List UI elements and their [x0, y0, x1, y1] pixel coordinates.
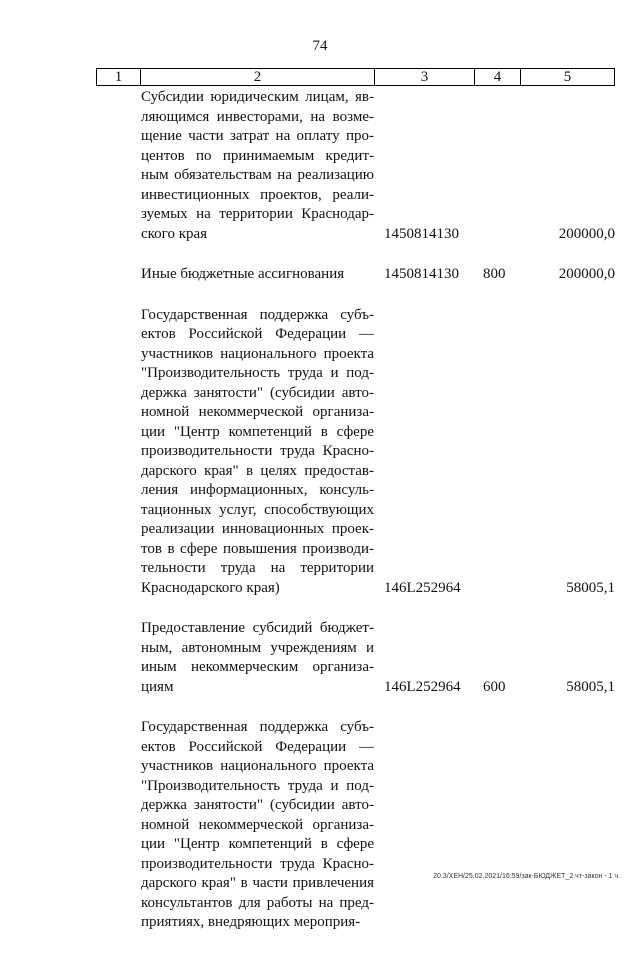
description-line: циям [141, 678, 174, 695]
description-line: Субсидии юридическим лицам, яв- [141, 89, 374, 105]
description-line: производительности труда Красно- [141, 855, 374, 872]
description-line: тационных услуг, способствующих [141, 501, 374, 518]
description-line: тов в сфере повышения производи- [141, 540, 374, 557]
row-description [141, 88, 374, 244]
row-amount: 200000,0 [558, 266, 615, 282]
description-line: ления информационных, консуль- [141, 482, 374, 498]
column-header-1: 1 [97, 69, 141, 85]
description-line: Государственная поддержка субъ- [141, 306, 374, 323]
description-line: "Производительность труда и под- [141, 365, 374, 381]
row-code: 146L252964 [384, 678, 461, 695]
description-line: щение части затрат на оплату про- [141, 128, 374, 144]
description-line: ского края [141, 225, 208, 242]
row-amount: 200000,0 [558, 225, 615, 242]
description-line: ляющимся инвесторами, на возме- [141, 108, 374, 125]
table-body [0, 88, 640, 954]
row-code: 146L252964 [384, 579, 461, 596]
row-code: 1450814130 [384, 225, 459, 242]
row-description [141, 265, 374, 285]
description-line: ции "Центр компетенций в сфере [141, 836, 374, 852]
description-line: держка занятости" (субсидии авто- [141, 384, 374, 401]
description-line: производительности труда Красно- [141, 443, 374, 459]
description-line: дарского края" в части привлечения [141, 875, 374, 891]
column-header-5: 5 [563, 68, 572, 85]
description-line: участников национального проекта [141, 345, 374, 362]
table-row [0, 718, 640, 933]
row-description [141, 306, 374, 599]
description-line: реализации инновационных проек- [141, 521, 374, 537]
table-row [0, 306, 640, 599]
description-line: "Производительность труда и под- [141, 777, 374, 794]
description-line: номной некоммерческой организа- [141, 404, 374, 420]
description-line: дарского края" в целях предостав- [141, 462, 374, 479]
row-amount: 58005,1 [566, 678, 615, 695]
table-row [0, 88, 640, 244]
page-number: 74 [312, 38, 328, 54]
description-line: ным, автономным учреждениям и [141, 639, 374, 656]
description-line: центов по принимаемым кредит- [141, 147, 374, 164]
row-description [141, 718, 374, 933]
description-line: зуемых на территории Краснодар- [141, 206, 374, 222]
column-header-2: 2 [141, 69, 375, 85]
description-line: Предоставление субсидий бюджет- [141, 620, 374, 636]
row-description [141, 619, 374, 697]
description-line: Краснодарского края) [141, 579, 280, 596]
description-line: Государственная поддержка субъ- [141, 719, 374, 735]
description-line: тельности труда на территории [141, 560, 374, 576]
footer-stamp: 20.3/ХЕН/25.02.2021/16:59/зак-БЮДЖЕТ_2 чт-закон - 1 ч. [433, 873, 620, 880]
table-row [0, 619, 640, 697]
column-header-3: 3 [375, 69, 475, 85]
description-line: приятиях, внедряющих мероприя- [141, 914, 361, 930]
row-expense-type: 600 [483, 678, 506, 695]
description-line: участников национального проекта [141, 758, 374, 774]
description-line: ектов Российской Федерации — [141, 738, 374, 755]
table-header-row [96, 68, 615, 86]
description-line: ным обязательствам на реализацию [141, 167, 374, 183]
description-line: иным некоммерческим организа- [141, 659, 374, 675]
table-row [0, 265, 640, 285]
description-line: Иные бюджетные ассигнования [141, 266, 345, 282]
description-line: держка занятости" (субсидии авто- [141, 797, 374, 813]
description-line: номной некоммерческой организа- [141, 816, 374, 833]
description-line: консультантов для работы на пред- [141, 894, 374, 911]
column-header-4: 4 [475, 69, 521, 85]
row-code: 1450814130 [384, 266, 459, 282]
row-expense-type: 800 [483, 266, 506, 282]
row-amount: 58005,1 [566, 579, 615, 596]
description-line: ектов Российской Федерации — [141, 326, 374, 342]
description-line: инвестиционных проектов, реали- [141, 186, 374, 203]
description-line: ции "Центр компетенций в сфере [141, 423, 374, 440]
